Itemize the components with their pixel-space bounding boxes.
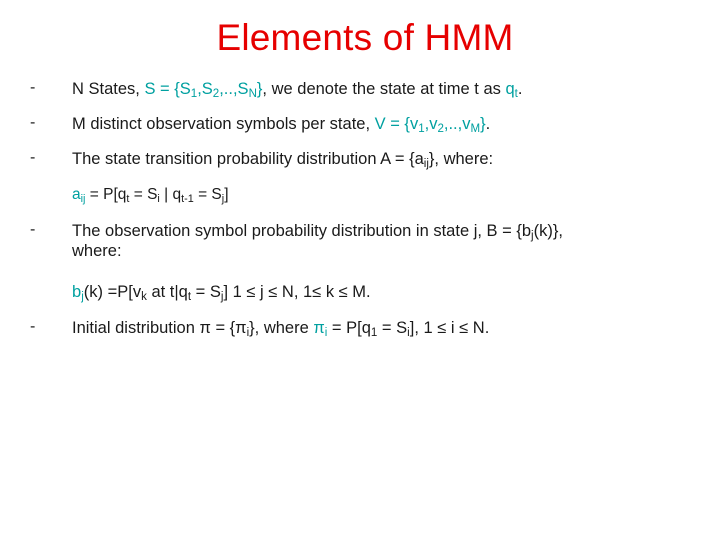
transition-formula: $a_{ij} = P[q_t = S_i$ | $q_{t-1} = S_j$] [72, 186, 229, 205]
initial-distribution-definition: Initial distribution $\pi = \{\pi_i\}$, where $\pi_i = P[q_1 = S_i]$, 1 ≤ i ≤ N. [72, 319, 490, 339]
bullet-dash: - [30, 149, 36, 166]
transition-definition: The state transition probability distribution $A = \{a_{ij}\}$, where: [72, 150, 494, 170]
bullet-dash: - [30, 114, 36, 131]
observation-formula: $b_j(k) =P[v_k$ at $t|q_t = S_j$] 1 ≤ j ≤ N, 1≤ k ≤ M. [72, 283, 371, 303]
bullet-dash: - [30, 318, 36, 335]
bullet-dash: - [30, 79, 36, 96]
symbols-definition: M distinct observation symbols per state, $V = \{v_1,v_2,..,v_M\}$. [72, 115, 491, 135]
observation-definition: The observation symbol probability distribution in state j, $B = \{b_j(k)\}$, where: [72, 222, 563, 260]
slide-title: Elements of HMM [216, 17, 514, 58]
states-definition: N States, $S = \{S_1,S_2,..,S_N\}$, we denote the state at time t as $q_t$. [72, 80, 523, 100]
bullet-dash: - [30, 221, 36, 238]
